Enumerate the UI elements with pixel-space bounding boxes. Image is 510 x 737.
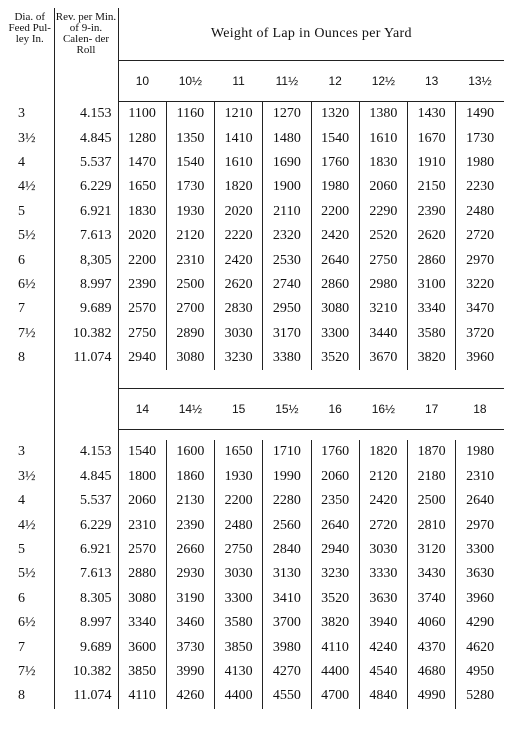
weight-value-cell: 3850 [118,660,166,684]
calender-rev-cell: 11.074 [54,346,118,370]
pulley-diameter-cell: 3 [6,440,54,464]
weight-value-cell: 2310 [166,248,214,272]
weight-value-cell: 3670 [359,346,407,370]
weight-value-cell: 1540 [118,440,166,464]
weight-value-cell: 2530 [263,248,311,272]
weight-value-cell: 1380 [359,102,407,127]
weight-value-cell: 3340 [118,611,166,635]
blank-cell [54,370,118,389]
table-row [6,102,504,127]
table-row [6,346,504,370]
weight-header-cell: 17 [408,389,456,430]
weight-value-cell: 3580 [215,611,263,635]
weight-value-cell: 4110 [311,635,359,659]
table-row [6,175,504,199]
weight-value-cell: 2570 [118,297,166,321]
pulley-diameter-cell: 4½ [6,175,54,199]
table-row [6,248,504,272]
weight-value-cell: 2310 [466,468,495,484]
weight-value-cell: 1730 [166,175,214,199]
pulley-diameter-cell: 5 [6,538,54,562]
weight-value-cell: 2940 [118,346,166,370]
weight-value-cell: 1930 [166,200,214,224]
weight-value-cell: 2890 [166,322,214,346]
weight-value-cell: 2200 [311,200,359,224]
table-row [6,465,504,489]
weight-value-cell: 2810 [408,513,456,537]
weight-header-section-bottom [6,370,504,440]
weight-value-cell: 1610 [359,126,407,150]
weight-value-cell: 1860 [166,465,214,489]
weight-value-cell: 2970 [466,252,495,268]
weight-value-cell: 3940 [359,611,407,635]
weight-value-cell: 4620 [466,639,495,655]
table-row [6,611,504,635]
pulley-diameter-cell: 3½ [6,465,54,489]
weight-value-cell: 2750 [215,538,263,562]
calender-rev-cell: 7.613 [54,224,118,248]
weight-value-cell: 3520 [311,587,359,611]
weight-header-cell: 13½ [456,61,504,102]
weight-value-cell: 4400 [215,684,263,708]
table-row [6,200,504,224]
weight-value-cell: 3580 [408,322,456,346]
weight-value-cell: 3820 [408,346,456,370]
weight-value-cell: 3100 [408,273,456,297]
weight-value-cell: 1910 [408,151,456,175]
weight-value-cell: 3700 [263,611,311,635]
pulley-diameter-cell: 5½ [6,562,54,586]
weight-value-cell: 3440 [359,322,407,346]
weight-header-cell: 10 [118,61,166,102]
pulley-diameter-cell: 7 [6,635,54,659]
table-row [6,513,504,537]
weight-value-cell: 2860 [311,273,359,297]
calender-rev-cell: 8.305 [54,587,118,611]
weight-value-cell: 2150 [408,175,456,199]
weight-value-cell: 1650 [118,175,166,199]
weight-header-cell: 10½ [166,61,214,102]
weight-value-cell: 1280 [118,126,166,150]
weight-header-cell: 12 [311,61,359,102]
weight-value-cell: 2060 [311,465,359,489]
weight-value-cell: 1820 [215,175,263,199]
table-row [6,151,504,175]
weight-value-cell: 3720 [466,325,495,341]
weight-value-cell: 1830 [359,151,407,175]
blank-cell [54,430,118,441]
blank-cell [118,370,504,389]
weight-value-cell: 2750 [359,248,407,272]
calender-rev-cell: 5.537 [54,151,118,175]
weight-value-cell: 4370 [408,635,456,659]
weight-value-cell: 2940 [311,538,359,562]
weight-value-cell: 2120 [166,224,214,248]
pulley-diameter-cell: 3 [6,102,54,127]
weight-value-cell: 1480 [263,126,311,150]
weight-value-cell: 2020 [215,200,263,224]
weight-value-cell: 4130 [215,660,263,684]
weight-value-cell: 2930 [166,562,214,586]
weight-value-cell: 2620 [215,273,263,297]
weight-value-cell: 1820 [359,440,407,464]
pulley-diameter-cell: 4 [6,489,54,513]
weight-value-cell: 2130 [166,489,214,513]
weight-value-cell: 2280 [263,489,311,513]
weight-value-cell: 3170 [263,322,311,346]
blank-cell [54,389,118,430]
pulley-diameter-cell: 5½ [6,224,54,248]
weight-value-cell: 2230 [466,179,495,195]
table-row [6,587,504,611]
weight-value-cell: 1610 [215,151,263,175]
weight-value-cell: 2290 [359,200,407,224]
weight-value-cell: 1350 [166,126,214,150]
weight-header-row-bottom [6,389,504,430]
weight-header-cell: 18 [456,389,504,430]
weight-value-cell: 3460 [166,611,214,635]
header-weight-of-lap: Weight of Lap in Ounces per Yard [118,8,504,61]
weight-value-cell: 3210 [359,297,407,321]
table-row [6,660,504,684]
blank-cell [6,370,54,389]
calender-rev-cell: 11.074 [54,684,118,708]
pulley-diameter-cell: 6½ [6,273,54,297]
weight-value-cell: 1210 [215,102,263,127]
table-row [6,635,504,659]
weight-value-cell: 2390 [118,273,166,297]
weight-value-cell: 3740 [408,587,456,611]
calender-rev-cell: 5.537 [54,489,118,513]
weight-value-cell: 3960 [466,350,495,366]
spacer-row [6,430,504,441]
weight-value-cell: 3080 [166,346,214,370]
weight-value-cell: 1490 [466,106,495,122]
weight-value-cell: 3030 [215,322,263,346]
weight-value-cell: 1540 [166,151,214,175]
weight-value-cell: 3080 [311,297,359,321]
weight-value-cell: 3730 [166,635,214,659]
calender-rev-cell: 8.997 [54,273,118,297]
weight-value-cell: 2390 [166,513,214,537]
pulley-diameter-cell: 8 [6,684,54,708]
weight-value-cell: 2200 [118,248,166,272]
weight-value-cell: 2200 [215,489,263,513]
weight-value-cell: 4680 [408,660,456,684]
weight-value-cell: 1930 [215,465,263,489]
weight-value-cell: 1670 [408,126,456,150]
calender-rev-cell: 6.921 [54,538,118,562]
weight-value-cell: 2020 [118,224,166,248]
header-rev-per-min: Rev. per Min. of 9-in. Calen- der Roll [54,8,118,102]
calender-rev-cell: 9.689 [54,635,118,659]
weight-value-cell: 2830 [215,297,263,321]
weight-value-cell: 2560 [263,513,311,537]
weight-value-cell: 2640 [466,493,495,509]
weight-value-cell: 3520 [311,346,359,370]
weight-value-cell: 4540 [359,660,407,684]
weight-header-cell: 15 [215,389,263,430]
weight-header-cell: 15½ [263,389,311,430]
weight-value-cell: 4950 [466,664,495,679]
weight-header-cell: 13 [408,61,456,102]
weight-value-cell: 3430 [408,562,456,586]
weight-value-cell: 2110 [263,200,311,224]
table-row [6,538,504,562]
table-row [6,273,504,297]
weight-value-cell: 2220 [215,224,263,248]
weight-value-cell: 1760 [311,151,359,175]
pulley-diameter-cell: 4 [6,151,54,175]
table-section-bottom [6,440,504,708]
weight-value-cell: 3600 [118,635,166,659]
weight-value-cell: 3190 [166,587,214,611]
weight-value-cell: 2500 [408,489,456,513]
weight-header-cell: 16½ [359,389,407,430]
weight-value-cell: 2520 [359,224,407,248]
weight-value-cell: 1470 [118,151,166,175]
table-row [6,322,504,346]
table-row [6,440,504,464]
table-row [6,297,504,321]
calender-rev-cell: 10.382 [54,660,118,684]
weight-value-cell: 2420 [359,489,407,513]
weight-value-cell: 3230 [311,562,359,586]
weight-value-cell: 4990 [408,684,456,708]
weight-value-cell: 4290 [466,615,495,631]
calender-rev-cell: 4.845 [54,126,118,150]
table-row [6,562,504,586]
weight-value-cell: 1800 [118,465,166,489]
calender-rev-cell: 6.229 [54,175,118,199]
pulley-diameter-cell: 5 [6,200,54,224]
weight-value-cell: 1980 [466,154,495,170]
weight-value-cell: 3120 [408,538,456,562]
weight-value-cell: 4110 [118,684,166,708]
weight-value-cell: 4060 [408,611,456,635]
calender-rev-cell: 7.613 [54,562,118,586]
calender-rev-cell: 9.689 [54,297,118,321]
weight-header-cell: 16 [311,389,359,430]
weight-value-cell: 3340 [408,297,456,321]
weight-value-cell: 1600 [166,440,214,464]
weight-value-cell: 2060 [359,175,407,199]
lap-weight-table [6,8,504,709]
weight-value-cell: 2320 [263,224,311,248]
weight-value-cell: 1270 [263,102,311,127]
pulley-diameter-cell: 7 [6,297,54,321]
weight-value-cell: 1160 [166,102,214,127]
weight-value-cell: 1870 [408,440,456,464]
weight-value-cell: 1710 [263,440,311,464]
weight-value-cell: 3630 [466,566,495,582]
weight-value-cell: 2500 [166,273,214,297]
weight-value-cell: 4550 [263,684,311,708]
weight-value-cell: 3380 [263,346,311,370]
weight-value-cell: 3030 [359,538,407,562]
weight-value-cell: 1830 [118,200,166,224]
pulley-diameter-cell: 4½ [6,513,54,537]
weight-value-cell: 3980 [263,635,311,659]
weight-value-cell: 2660 [166,538,214,562]
pulley-diameter-cell: 7½ [6,322,54,346]
weight-value-cell: 2970 [466,517,495,533]
weight-value-cell: 3410 [263,587,311,611]
weight-value-cell: 3300 [311,322,359,346]
weight-value-cell: 1320 [311,102,359,127]
weight-value-cell: 1100 [118,102,166,127]
weight-value-cell: 1900 [263,175,311,199]
spacer-row [6,370,504,389]
weight-value-cell: 3130 [263,562,311,586]
weight-value-cell: 3630 [359,587,407,611]
weight-value-cell: 2640 [311,513,359,537]
weight-value-cell: 3850 [215,635,263,659]
weight-value-cell: 2640 [311,248,359,272]
calender-rev-cell: 4.153 [54,440,118,464]
weight-value-cell: 1980 [466,444,495,460]
weight-value-cell: 3230 [215,346,263,370]
weight-value-cell: 2480 [466,203,495,219]
weight-value-cell: 2840 [263,538,311,562]
blank-cell [6,389,54,430]
weight-value-cell: 2350 [311,489,359,513]
weight-value-cell: 2740 [263,273,311,297]
weight-value-cell: 4400 [311,660,359,684]
weight-value-cell: 1410 [215,126,263,150]
table-row [6,224,504,248]
weight-value-cell: 2310 [118,513,166,537]
pulley-diameter-cell: 6 [6,248,54,272]
pulley-diameter-cell: 3½ [6,126,54,150]
pulley-diameter-cell: 6½ [6,611,54,635]
weight-value-cell: 2180 [408,465,456,489]
weight-value-cell: 2860 [408,248,456,272]
weight-value-cell: 3820 [311,611,359,635]
weight-value-cell: 4840 [359,684,407,708]
weight-value-cell: 1760 [311,440,359,464]
weight-value-cell: 3330 [359,562,407,586]
weight-value-cell: 1690 [263,151,311,175]
weight-value-cell: 4240 [359,635,407,659]
weight-value-cell: 4260 [166,684,214,708]
weight-value-cell: 3960 [466,590,495,606]
calender-rev-cell: 6.229 [54,513,118,537]
weight-value-cell: 2620 [408,224,456,248]
weight-value-cell: 1540 [311,126,359,150]
calender-rev-cell: 4.845 [54,465,118,489]
table-row [6,489,504,513]
weight-value-cell: 2420 [311,224,359,248]
pulley-diameter-cell: 8 [6,346,54,370]
weight-value-cell: 4700 [311,684,359,708]
weight-value-cell: 3990 [166,660,214,684]
weight-value-cell: 3080 [118,587,166,611]
table-row [6,684,504,708]
weight-header-cell: 11½ [263,61,311,102]
weight-value-cell: 2750 [118,322,166,346]
weight-value-cell: 2700 [166,297,214,321]
weight-value-cell: 2720 [466,228,495,244]
calender-rev-cell: 10.382 [54,322,118,346]
weight-value-cell: 2390 [408,200,456,224]
weight-value-cell: 5280 [466,688,495,704]
weight-value-cell: 2950 [263,297,311,321]
weight-value-cell: 2880 [118,562,166,586]
blank-cell [6,430,54,441]
calender-rev-cell: 8,305 [54,248,118,272]
calender-rev-cell: 4.153 [54,102,118,127]
pulley-diameter-cell: 6 [6,587,54,611]
weight-header-cell: 11 [215,61,263,102]
weight-value-cell: 2720 [359,513,407,537]
weight-value-cell: 1650 [215,440,263,464]
blank-cell [118,430,504,441]
weight-value-cell: 3220 [466,276,495,292]
table-section-top [6,102,504,371]
calender-rev-cell: 6.921 [54,200,118,224]
weight-header-cell: 14 [118,389,166,430]
weight-value-cell: 2980 [359,273,407,297]
weight-value-cell: 1990 [263,465,311,489]
weight-value-cell: 2480 [215,513,263,537]
weight-value-cell: 1430 [408,102,456,127]
weight-header-cell: 14½ [166,389,214,430]
weight-value-cell: 2420 [215,248,263,272]
weight-value-cell: 2570 [118,538,166,562]
weight-value-cell: 1730 [466,130,495,146]
weight-value-cell: 3300 [215,587,263,611]
weight-value-cell: 1980 [311,175,359,199]
table-row [6,126,504,150]
header-dia-feed-pulley: Dia. of Feed Pul- ley In. [6,8,54,102]
weight-header-cell: 12½ [359,61,407,102]
weight-value-cell: 3300 [466,542,495,558]
calender-rev-cell: 8.997 [54,611,118,635]
weight-value-cell: 2120 [359,465,407,489]
weight-value-cell: 3030 [215,562,263,586]
weight-value-cell: 3470 [466,301,495,317]
pulley-diameter-cell: 7½ [6,660,54,684]
weight-value-cell: 2060 [118,489,166,513]
weight-value-cell: 4270 [263,660,311,684]
